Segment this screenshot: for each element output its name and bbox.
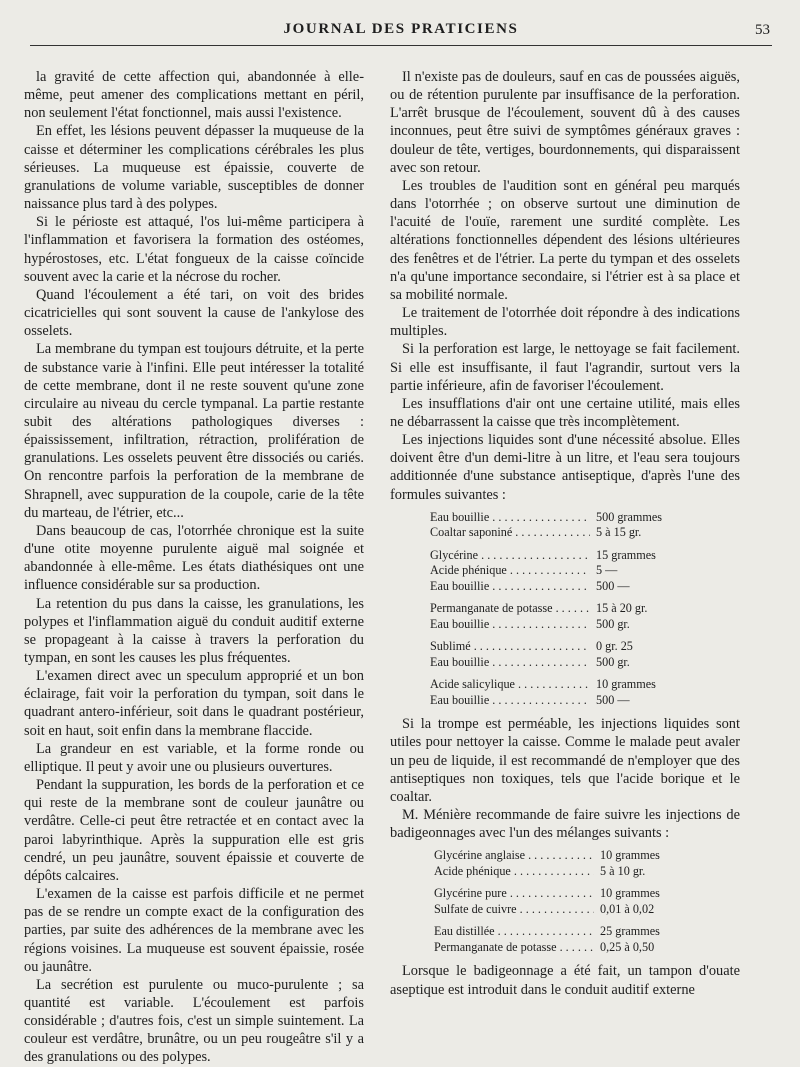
ingredient: Acide phénique . . . [430,563,590,579]
ingredient: Eau distillée . . . [434,924,594,940]
running-title: JOURNAL DES PRATICIENS [283,21,519,37]
formula-row [430,601,692,617]
left-column [24,68,364,1067]
paragraph: L'examen direct avec un speculum approprié et un bon éclairage, fait voir la perforation du tympan, soit dans le quadrant antero-inférieur, soit dans le quadrant postérieur, soit en haut, soit enfin dans la membrane flaccide. [24,668,364,739]
paragraph: Le traitement de l'otorrhée doit répondre à des indications multiples. [390,305,740,340]
paragraph: M. Ménière recommande de faire suivre les injections de badigeonnages avec l'un des mélanges suivants : [390,807,740,842]
ingredient: Permanganate de potasse . . . [430,601,590,617]
paragraph: La grandeur en est variable, et la forme ronde ou elliptique. Il peut y avoir une ou plusieurs ouvertures. [24,740,364,775]
ingredient: Permanganate de potasse . . . [434,940,594,956]
quantity: 10 grammes [594,848,696,864]
quantity: 5 à 15 gr. [590,525,692,541]
formula-group [430,510,692,541]
ingredient: Sublimé . . . [430,639,590,655]
formula-group [430,639,692,670]
ingredient: Glycérine pure . . . [434,886,594,902]
page-header [30,18,772,44]
ingredient: Eau bouillie . . . [430,693,590,709]
quantity: 15 à 20 gr. [590,601,692,617]
formula-row [430,548,692,564]
ingredient: Glycérine . . . [430,548,590,564]
paragraph: L'examen de la caisse est parfois difficile et ne permet pas de se rendre un compte exact de la configuration des parties, par suite des adhérences de la membrane avec les régions voisines. La muqueuse est souvent épaissie, rosée ou jaunâtre. [24,886,364,975]
formula-row [430,525,692,541]
quantity: 500 gr. [590,655,692,671]
formula-group [430,601,692,632]
paragraph: La secrétion est purulente ou muco-purulente ; sa quantité est variable. L'écoulement est parfois considérable ; d'autres fois, c'est un simple suintement. La couleur est verdâtre, brunâtre, ou un peu rougeâtre s'il y a des granulations ou des polypes. [24,976,364,1066]
formula-group [434,886,696,917]
ingredient: Acide salicylique . . . [430,677,590,693]
paragraph: Si le périoste est attaqué, l'os lui-même participera à l'inflammation et favorisera la formation des ostéomes, hypérostoses, etc. L'état fongueux de la caisse coïncide souvent avec la carie et la nécrose du rocher. [24,214,364,285]
formula-row [434,864,696,880]
right-column [390,68,740,999]
header-rule [30,45,772,46]
paragraph: La membrane du tympan est toujours détruite, et la perte de substance varie à l'infini. Elle peut intéresser la totalité de cette membrane, dont il ne reste souvent qu'une zone circulaire au niveau du cercle tympanal. La partie restante subit des altérations pathologiques diverses : épaississement, infiltration, rétraction, prolifération de granulations. Les osselets peuvent être dissociés ou cariés. On rencontre parfois la perforation de la membrane de Shrapnell, avec suppuration de la coupole, carie de la tête du marteau, de l'étrier, etc... [24,341,364,521]
paragraph: Pendant la suppuration, les bords de la perforation et ce qui reste de la membrane sont de couleur jaunâtre ou verdâtre. Celle-ci peut être retractée et en contact avec la paroi labyrinthique. Après la suppuration elle est gris cendré, un peu jaunâtre, souvent épaissie et couverte de dépôts calcaires. [24,777,364,884]
quantity: 500 grammes [590,510,692,526]
paragraph: Les injections liquides sont d'une nécessité absolue. Elles doivent être d'un demi-litre à un litre, et l'eau sera toujours additionnée d'une substance antiseptique, d'après l'une des formules suivantes : [390,432,740,503]
formula-group [434,848,696,879]
ingredient: Eau bouillie . . . [430,510,590,526]
formula-row [434,848,696,864]
formula-group [430,548,692,595]
formula-row [430,677,692,693]
paragraph: Si la perforation est large, le nettoyage se fait facilement. Si elle est insuffisante, il faut l'agrandir, surtout vers la partie inférieure, afin de favoriser l'écoulement. [390,341,740,394]
quantity: 5 à 10 gr. [594,864,696,880]
formula-row [430,617,692,633]
quantity: 0 gr. 25 [590,639,692,655]
ingredient: Coaltar saponiné . . . [430,525,590,541]
formula-group [430,677,692,708]
formula-row [430,639,692,655]
ingredient: Eau bouillie . . . [430,579,590,595]
paragraph: la gravité de cette affection qui, abandonnée à elle-même, peut amener des complications mettant en péril, non seulement l'état fonctionnel, mais aussi l'existence. [24,69,364,122]
quantity: 15 grammes [590,548,692,564]
formula-row [434,902,696,918]
paragraph: Dans beaucoup de cas, l'otorrhée chronique est la suite d'une otite moyenne purulente aiguë mal soignée et abandonnée à elle-même. Les états diathésiques ont une influence considérable sur sa production. [24,522,364,594]
paragraph: Lorsque le badigeonnage a été fait, un tampon d'ouate aseptique est introduit dans le conduit auditif externe [390,963,740,998]
paragraph: Les insufflations d'air ont une certaine utilité, mais elles ne débarrassent la caisse que très incomplètement. [390,395,740,430]
formula-row [430,655,692,671]
paragraph: Les troubles de l'audition sont en général peu marqués dans l'otorrhée ; on observe surtout une diminution de l'acuité de l'ouïe, rarement une surdité complète. Les altérations fonctionnelles dépendent des lésions ultérieures des fenêtres et de l'étrier. La perte du tympan et des osselets n'a qu'une importance secondaire, si l'étrier est à sa place et sa mobilité normale. [390,177,740,303]
paragraph: La retention du pus dans la caisse, les granulations, les polypes et l'inflammation aiguë du conduit auditif externe se propageant à la caisse à travers la perforation du tympan, en sont les causes les plus fréquentes. [24,595,364,666]
page-number: 53 [755,22,770,38]
formula-row [430,563,692,579]
formula-list [430,510,692,709]
formula-row [434,924,696,940]
quantity: 5 — [590,563,692,579]
quantity: 500 gr. [590,617,692,633]
formula-list [434,848,696,955]
quantity: 10 grammes [590,677,692,693]
formula-row [430,579,692,595]
ingredient: Eau bouillie . . . [430,617,590,633]
formula-row [430,510,692,526]
quantity: 500 — [590,693,692,709]
paragraph: Quand l'écoulement a été tari, on voit des brides cicatricielles qui sont souvent la cause de l'ankylose des osselets. [24,286,364,340]
paragraph: En effet, les lésions peuvent dépasser la muqueuse de la caisse et déterminer les complications cérébrales les plus sérieuses. La muqueuse est épaissie, couverte de granulations de volume variable, susceptibles de donner naissance plus tard à des polypes. [24,123,364,213]
paragraph: Il n'existe pas de douleurs, sauf en cas de poussées aiguës, ou de rétention purulente par insuffisance de la perforation. L'arrêt brusque de l'écoulement, souvent dû à des causes inconnues, peut être suivi de symptômes généraux graves : douleur de tête, vertiges, bourdonnements, qui disparaissent avec son retour. [390,69,740,176]
paragraph: Si la trompe est perméable, les injections liquides sont utiles pour nettoyer la caisse. Comme le malade peut avaler un peu de liquide, il est recommandé de n'employer que des antiseptiques non toxiques, tels que l'acide borique et le coaltar. [390,716,740,805]
formula-row [434,940,696,956]
quantity: 10 grammes [594,886,696,902]
ingredient: Sulfate de cuivre . . . [434,902,594,918]
ingredient: Glycérine anglaise . . . [434,848,594,864]
ingredient: Eau bouillie . . . [430,655,590,671]
quantity: 0,25 à 0,50 [594,940,696,956]
formula-row [430,693,692,709]
formula-row [434,886,696,902]
quantity: 500 — [590,579,692,595]
quantity: 0,01 à 0,02 [594,902,696,918]
ingredient: Acide phénique . . . [434,864,594,880]
quantity: 25 grammes [594,924,696,940]
formula-group [434,924,696,955]
